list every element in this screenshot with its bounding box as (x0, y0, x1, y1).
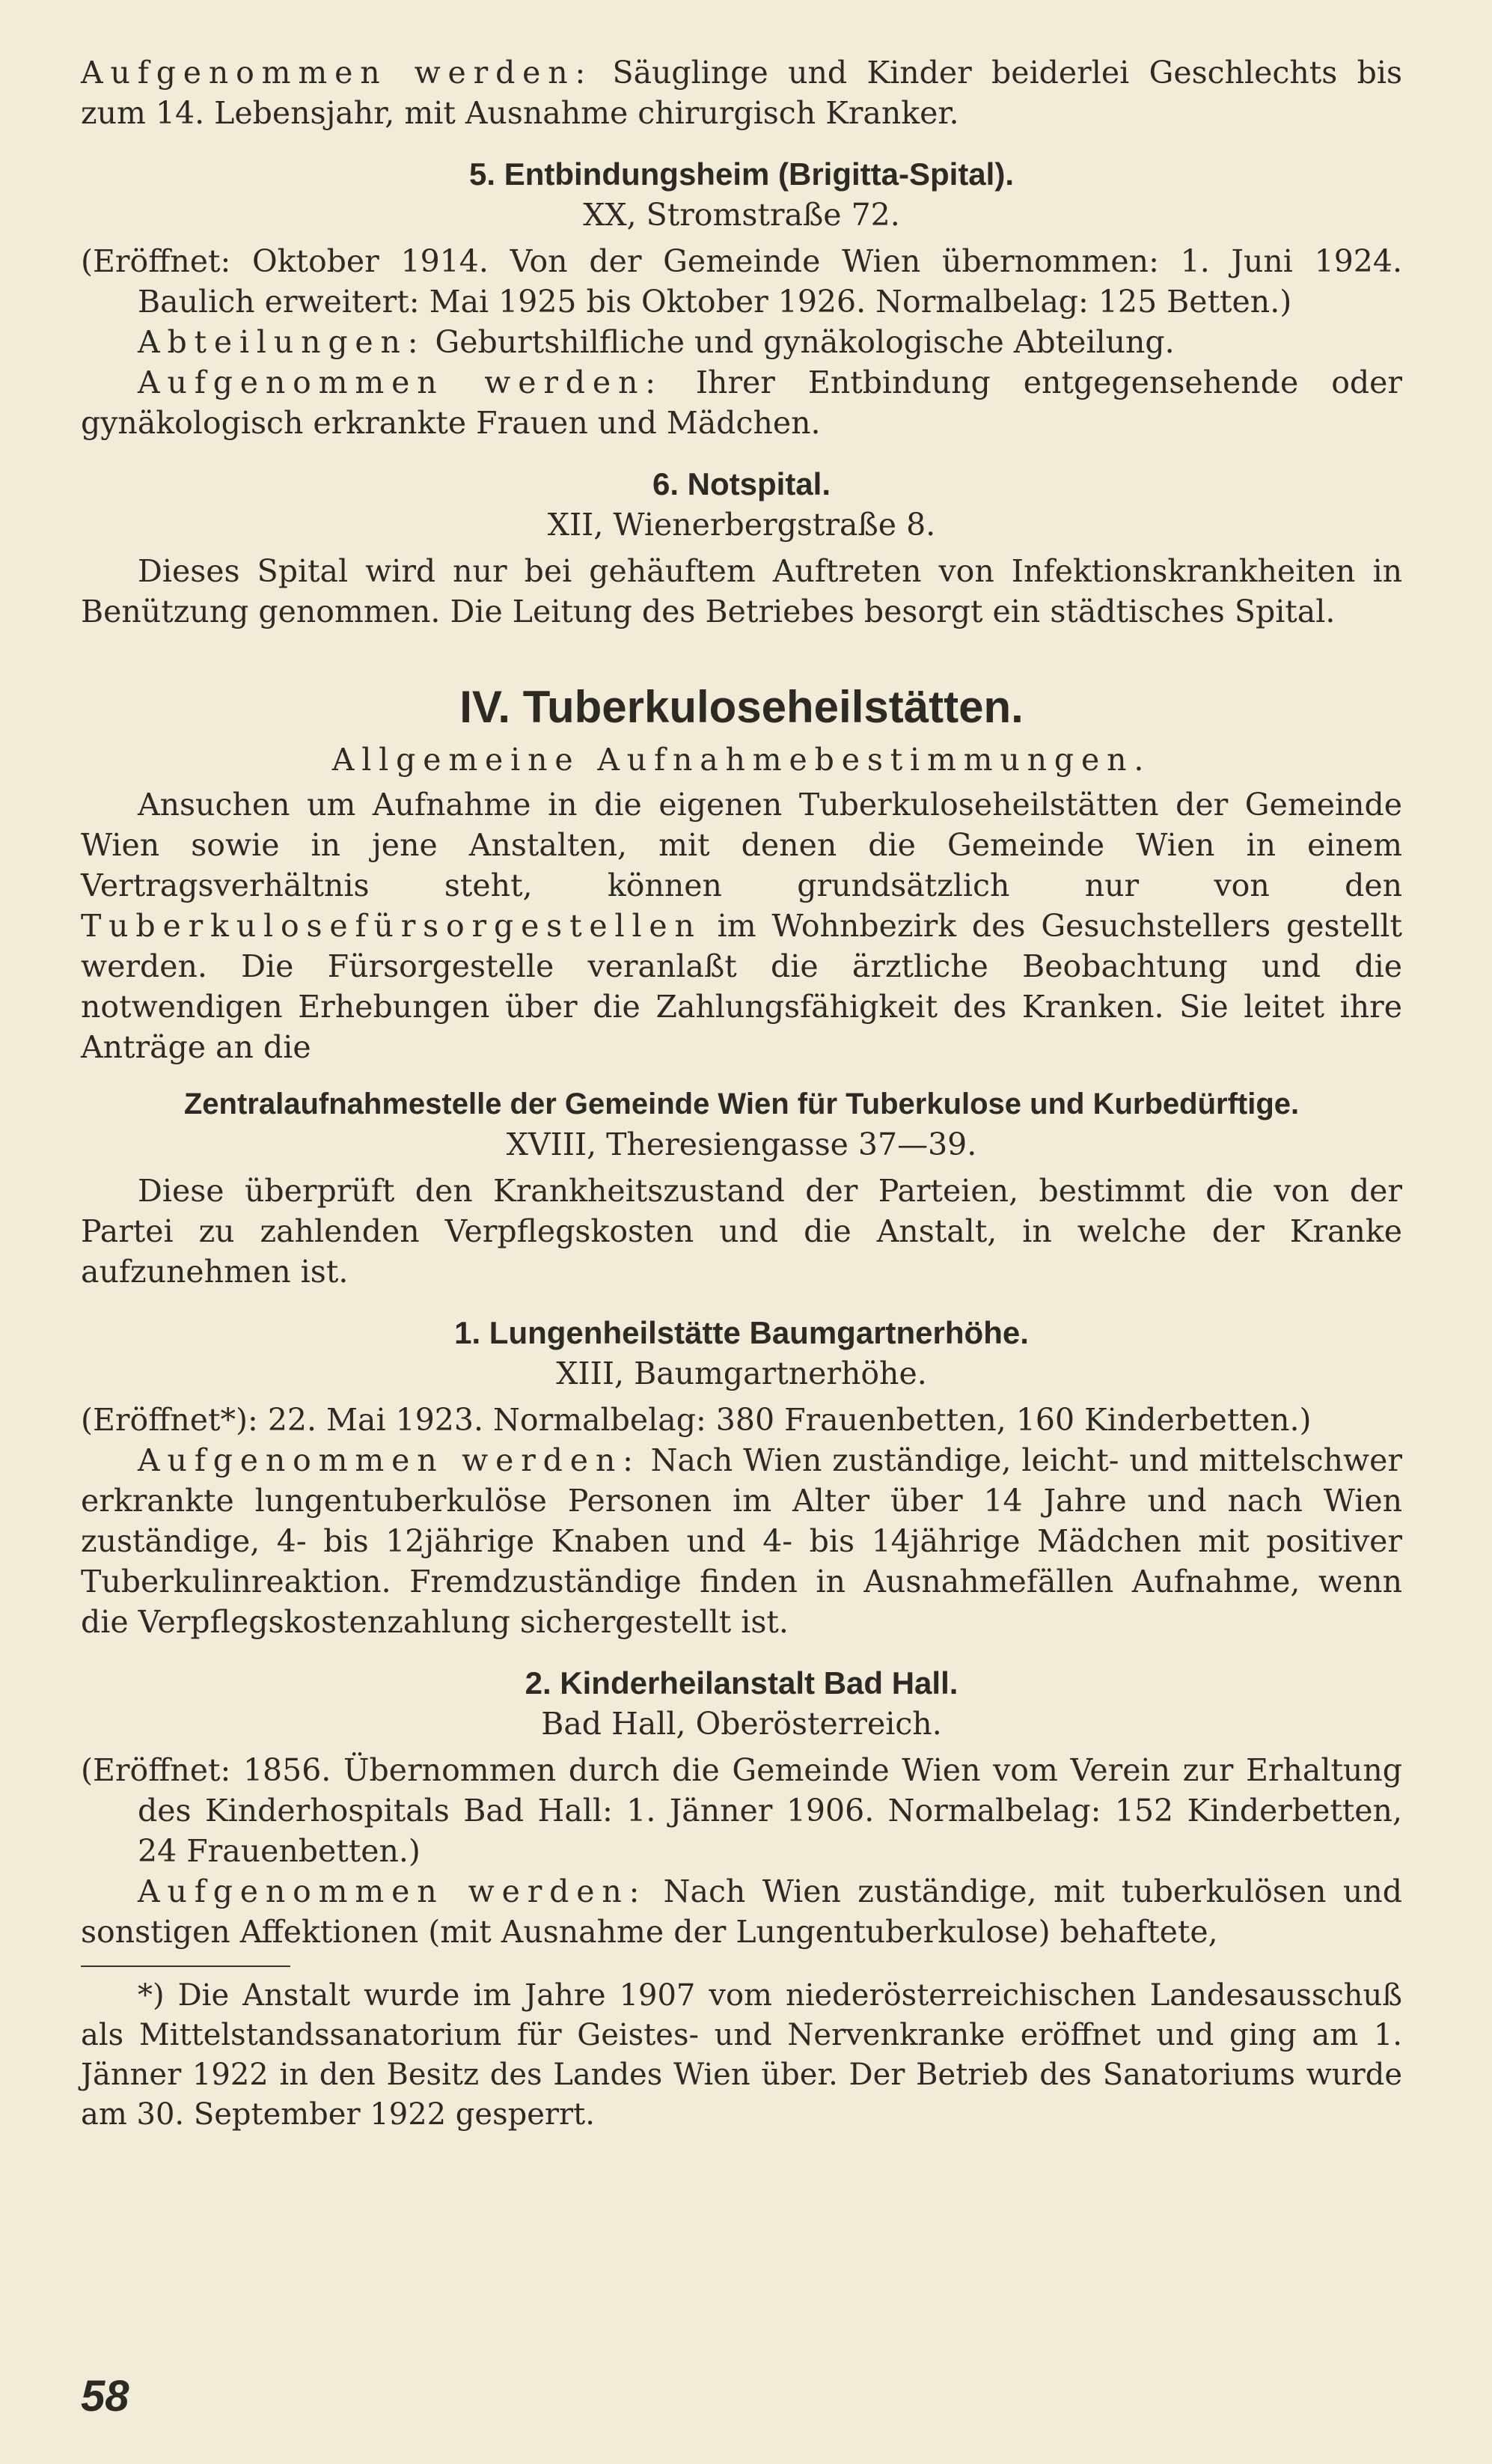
heil2-title: 2. Kinderheilanstalt Bad Hall. (525, 1665, 959, 1701)
chapter4-para-spaced: Tuberkulosefürsorgestellen (81, 908, 702, 944)
chapter4-para-b: im Wohnbezirk des Gesuchstellers gestellt werden. Die Fürsorgestelle veranlaßt die ärztliche Beobachtung und die notwendigen Erhebungen über die Zahlungsfähigkeit des Kranken. Sie leitet ihre Anträge an die (81, 908, 1402, 1065)
chapter4-subtitle: Allgemeine Aufnahmebestimmungen. (331, 742, 1152, 778)
central-office-text: Diese überprüft den Krankheitszustand der Parteien, bestimmt die von der Partei zu zahlenden Verpflegskosten und die Anstalt, in welche der Kranke aufzunehmen ist. (81, 1173, 1402, 1290)
intro-paragraph (81, 52, 1402, 133)
heil1-admission (81, 1440, 1402, 1642)
section5-dept-text: Geburtshilfliche und gynäkologische Abteilung. (425, 324, 1175, 360)
section5-address: XX, Stromstraße 72. (583, 197, 900, 233)
chapter4-title: IV. Tuberkuloseheilstätten. (459, 682, 1024, 732)
central-office-address: XVIII, Theresiengasse 37—39. (506, 1126, 977, 1162)
intro-text: Säuglinge und Kinder beiderlei Geschlechts bis zum 14. Lebensjahr, mit Ausnahme chirurgisch Kranker. (81, 55, 1402, 131)
intro-lead: Aufgenommen werden: (81, 55, 593, 91)
page-number: 58 (81, 2372, 129, 2421)
section6-title: 6. Notspital. (652, 466, 831, 501)
heil1-address: XIII, Baumgartnerhöhe. (556, 1355, 927, 1391)
section5-admit-lead: Aufgenommen werden: (138, 365, 663, 400)
footnote-divider (81, 1966, 290, 1967)
section5-title: 5. Entbindungsheim (Brigitta-Spital). (469, 156, 1014, 192)
chapter4-para-a: Ansuchen um Aufnahme in die eigenen Tuberkuloseheilstätten der Gemeinde Wien sowie in jene Anstalten, mit denen die Gemeinde Wien in einem Vertragsverhältnis steht, können grundsätzlich nur von den (81, 787, 1402, 903)
heil1-admit-text: Nach Wien zuständige, leicht- und mittelschwer erkrankte lungentuberkulöse Personen im Alter über 14 Jahre und nach Wien zuständige, 4- bis 12jährige Knaben und 4- bis 14jährige Mädchen mit positiver Tuberkulinreaktion. Fremdzuständige finden in Ausnahmefällen Aufnahme, wenn die Verpflegskostenzahlung sichergestellt ist. (81, 1442, 1402, 1640)
section6-address: XII, Wienerbergstraße 8. (547, 507, 936, 543)
heil2-opened: (Eröffnet: 1856. Übernommen durch die Gemeinde Wien vom Verein zur Erhaltung des Kinderhospitals Bad Hall: 1. Jänner 1906. Normalbelag: 152 Kinderbetten, 24 Frauenbetten.) (81, 1752, 1402, 1869)
heil2-admit-text: Nach Wien zuständige, mit tuberkulösen und sonstigen Affektionen (mit Ausnahme der Lungentuberkulose) behaftete, (81, 1873, 1402, 1950)
heil2-admit-lead: Aufgenommen werden: (138, 1873, 647, 1909)
section6-text: Dieses Spital wird nur bei gehäuftem Auftreten von Infektionskrankheiten in Benützung genommen. Die Leitung des Betriebes besorgt ein städtisches Spital. (81, 553, 1402, 629)
heil2-address: Bad Hall, Oberösterreich. (541, 1706, 942, 1742)
section5-departments (81, 322, 1402, 362)
heil2-admission (81, 1871, 1402, 1952)
section5-admit-text: Ihrer Entbindung entgegensehende oder gynäkologisch erkrankte Frauen und Mädchen. (81, 365, 1402, 441)
chapter4-paragraph (81, 784, 1402, 1067)
heil1-admit-lead: Aufgenommen werden: (138, 1442, 640, 1478)
heil1-opened: (Eröffnet*): 22. Mai 1923. Normalbelag: 380 Frauenbetten, 160 Kinderbetten.) (81, 1402, 1312, 1438)
document-page (81, 52, 1402, 2135)
section5-admission (81, 362, 1402, 443)
footnote: *) Die Anstalt wurde im Jahre 1907 vom niederösterreichischen Landesausschuß als Mittelstandssanatorium für Geistes- und Nervenkranke eröffnet und ging am 1. Jänner 1922 in den Besitz des Landes Wien über. Der Betrieb des Sanatoriums wurde am 30. September 1922 gesperrt. (81, 1978, 1402, 2132)
section5-opened: (Eröffnet: Oktober 1914. Von der Gemeinde Wien übernommen: 1. Juni 1924. Baulich erweitert: Mai 1925 bis Oktober 1926. Normalbelag: 125 Betten.) (81, 243, 1402, 320)
section5-dept-lead: Abteilungen: (138, 324, 426, 360)
central-office-title: Zentralaufnahmestelle der Gemeinde Wien für Tuberkulose und Kurbedürftige. (183, 1088, 1300, 1120)
heil1-title: 1. Lungenheilstätte Baumgartnerhöhe. (454, 1315, 1029, 1350)
